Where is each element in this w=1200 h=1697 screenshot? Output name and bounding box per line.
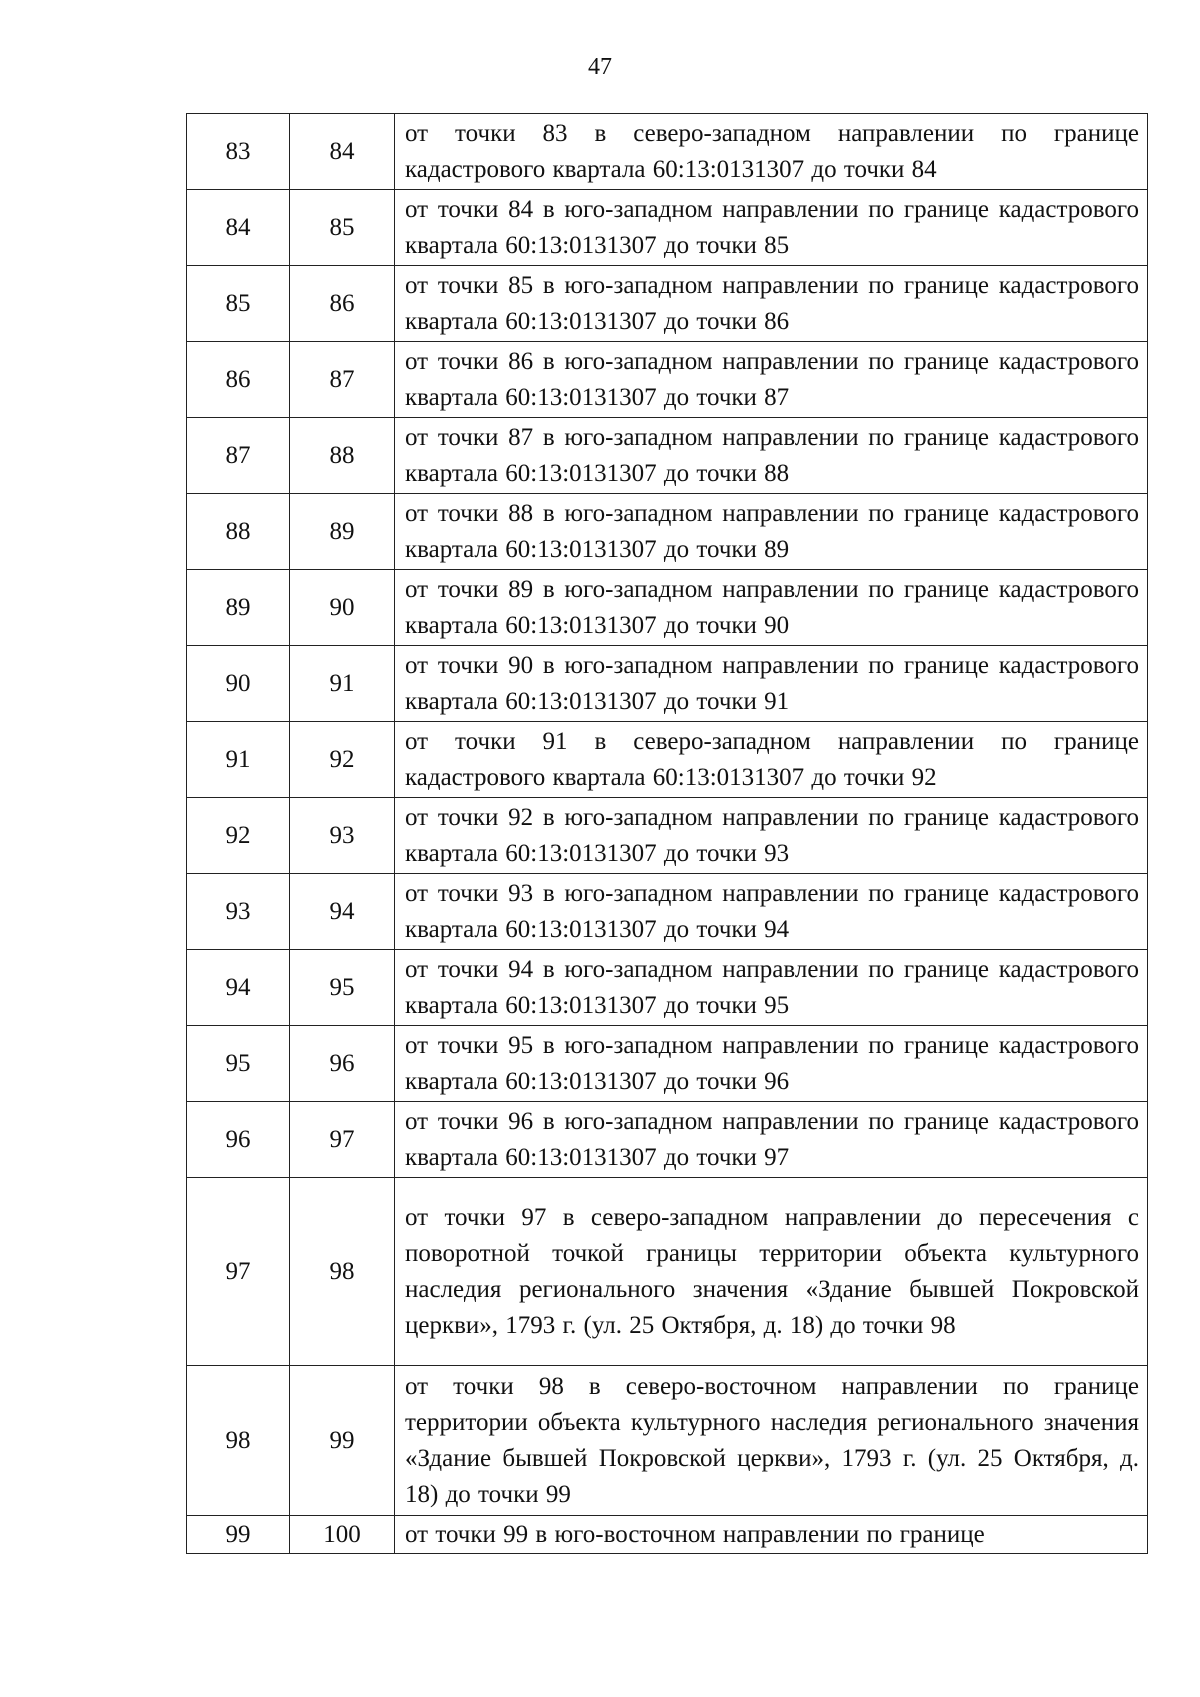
point-to-cell: 97 (290, 1102, 395, 1178)
point-to-cell: 87 (290, 342, 395, 418)
point-to-cell: 86 (290, 266, 395, 342)
point-from-cell: 87 (187, 418, 290, 494)
description-text: от точки 89 в юго-западном направлении по границе кадастрового квартала 60:13:0131307 до точки 90 (405, 575, 1139, 639)
table-row (187, 494, 1148, 570)
description-cell (395, 1102, 1148, 1178)
point-from-cell: 98 (187, 1366, 290, 1516)
description-cell (395, 418, 1148, 494)
description-cell (395, 1516, 1148, 1554)
description-cell (395, 1026, 1148, 1102)
description-text: от точки 92 в юго-западном направлении по границе кадастрового квартала 60:13:0131307 до точки 93 (405, 803, 1139, 867)
description-cell (395, 950, 1148, 1026)
point-to-cell: 95 (290, 950, 395, 1026)
description-cell (395, 190, 1148, 266)
table-row (187, 190, 1148, 266)
point-from-cell: 97 (187, 1178, 290, 1366)
table-row (187, 722, 1148, 798)
description-text: от точки 93 в юго-западном направлении по границе кадастрового квартала 60:13:0131307 до точки 94 (405, 879, 1139, 943)
description-text: от точки 95 в юго-западном направлении по границе кадастрового квартала 60:13:0131307 до точки 96 (405, 1031, 1139, 1095)
table-row (187, 1026, 1148, 1102)
description-cell (395, 342, 1148, 418)
table-row (187, 950, 1148, 1026)
description-text: от точки 98 в северо-восточном направлении по границе территории объекта культурного наследия регионального значения «Здание бывшей Покровской церкви», 1793 г. (ул. 25 Октября, д. 18) до точки 99 (405, 1372, 1139, 1508)
point-to-cell: 91 (290, 646, 395, 722)
description-cell (395, 114, 1148, 190)
point-from-cell: 90 (187, 646, 290, 722)
description-text: от точки 90 в юго-западном направлении по границе кадастрового квартала 60:13:0131307 до точки 91 (405, 651, 1139, 715)
point-to-cell: 89 (290, 494, 395, 570)
table-row (187, 798, 1148, 874)
description-cell (395, 494, 1148, 570)
description-cell (395, 266, 1148, 342)
point-to-cell: 100 (290, 1516, 395, 1554)
point-to-cell: 85 (290, 190, 395, 266)
point-to-cell: 99 (290, 1366, 395, 1516)
point-from-cell: 91 (187, 722, 290, 798)
description-text: от точки 87 в юго-западном направлении по границе кадастрового квартала 60:13:0131307 до точки 88 (405, 423, 1139, 487)
table-row (187, 1102, 1148, 1178)
description-cell (395, 570, 1148, 646)
point-to-cell: 93 (290, 798, 395, 874)
point-to-cell: 88 (290, 418, 395, 494)
description-text: от точки 88 в юго-западном направлении по границе кадастрового квартала 60:13:0131307 до точки 89 (405, 499, 1139, 563)
point-from-cell: 92 (187, 798, 290, 874)
description-text: от точки 85 в юго-западном направлении по границе кадастрового квартала 60:13:0131307 до точки 86 (405, 271, 1139, 335)
table-row (187, 1366, 1148, 1516)
point-to-cell: 98 (290, 1178, 395, 1366)
point-from-cell: 84 (187, 190, 290, 266)
point-from-cell: 85 (187, 266, 290, 342)
description-text: от точки 83 в северо-западном направлении по границе кадастрового квартала 60:13:0131307 до точки 84 (405, 119, 1139, 183)
page-number: 47 (588, 54, 612, 80)
point-from-cell: 93 (187, 874, 290, 950)
table-row (187, 418, 1148, 494)
table-row (187, 874, 1148, 950)
point-from-cell: 96 (187, 1102, 290, 1178)
table-row (187, 570, 1148, 646)
description-cell (395, 646, 1148, 722)
description-cell (395, 798, 1148, 874)
boundary-points-table (186, 113, 1148, 1554)
point-to-cell: 96 (290, 1026, 395, 1102)
table-row (187, 114, 1148, 190)
table-row (187, 646, 1148, 722)
table-row (187, 1178, 1148, 1366)
description-text: от точки 99 в юго-восточном направлении по границе (405, 1520, 985, 1548)
description-cell (395, 1366, 1148, 1516)
description-text: от точки 86 в юго-западном направлении по границе кадастрового квартала 60:13:0131307 до точки 87 (405, 347, 1139, 411)
point-from-cell: 83 (187, 114, 290, 190)
description-cell (395, 874, 1148, 950)
description-text: от точки 96 в юго-западном направлении по границе кадастрового квартала 60:13:0131307 до точки 97 (405, 1107, 1139, 1171)
point-from-cell: 86 (187, 342, 290, 418)
description-cell (395, 1178, 1148, 1366)
description-cell (395, 722, 1148, 798)
point-to-cell: 90 (290, 570, 395, 646)
point-from-cell: 99 (187, 1516, 290, 1554)
point-from-cell: 89 (187, 570, 290, 646)
point-to-cell: 92 (290, 722, 395, 798)
table-row (187, 266, 1148, 342)
point-from-cell: 95 (187, 1026, 290, 1102)
point-to-cell: 84 (290, 114, 395, 190)
table-row (187, 342, 1148, 418)
table-row (187, 1516, 1148, 1554)
point-from-cell: 88 (187, 494, 290, 570)
point-to-cell: 94 (290, 874, 395, 950)
description-text: от точки 84 в юго-западном направлении по границе кадастрового квартала 60:13:0131307 до точки 85 (405, 195, 1139, 259)
description-text: от точки 91 в северо-западном направлении по границе кадастрового квартала 60:13:0131307 до точки 92 (405, 727, 1139, 791)
point-from-cell: 94 (187, 950, 290, 1026)
description-text: от точки 94 в юго-западном направлении по границе кадастрового квартала 60:13:0131307 до точки 95 (405, 955, 1139, 1019)
description-text: от точки 97 в северо-западном направлении до пересечения с поворотной точкой границы территории объекта культурного наследия регионального значения «Здание бывшей Покровской церкви», 1793 г. (ул. 25 Октября, д. 18) до точки 98 (405, 1203, 1139, 1339)
